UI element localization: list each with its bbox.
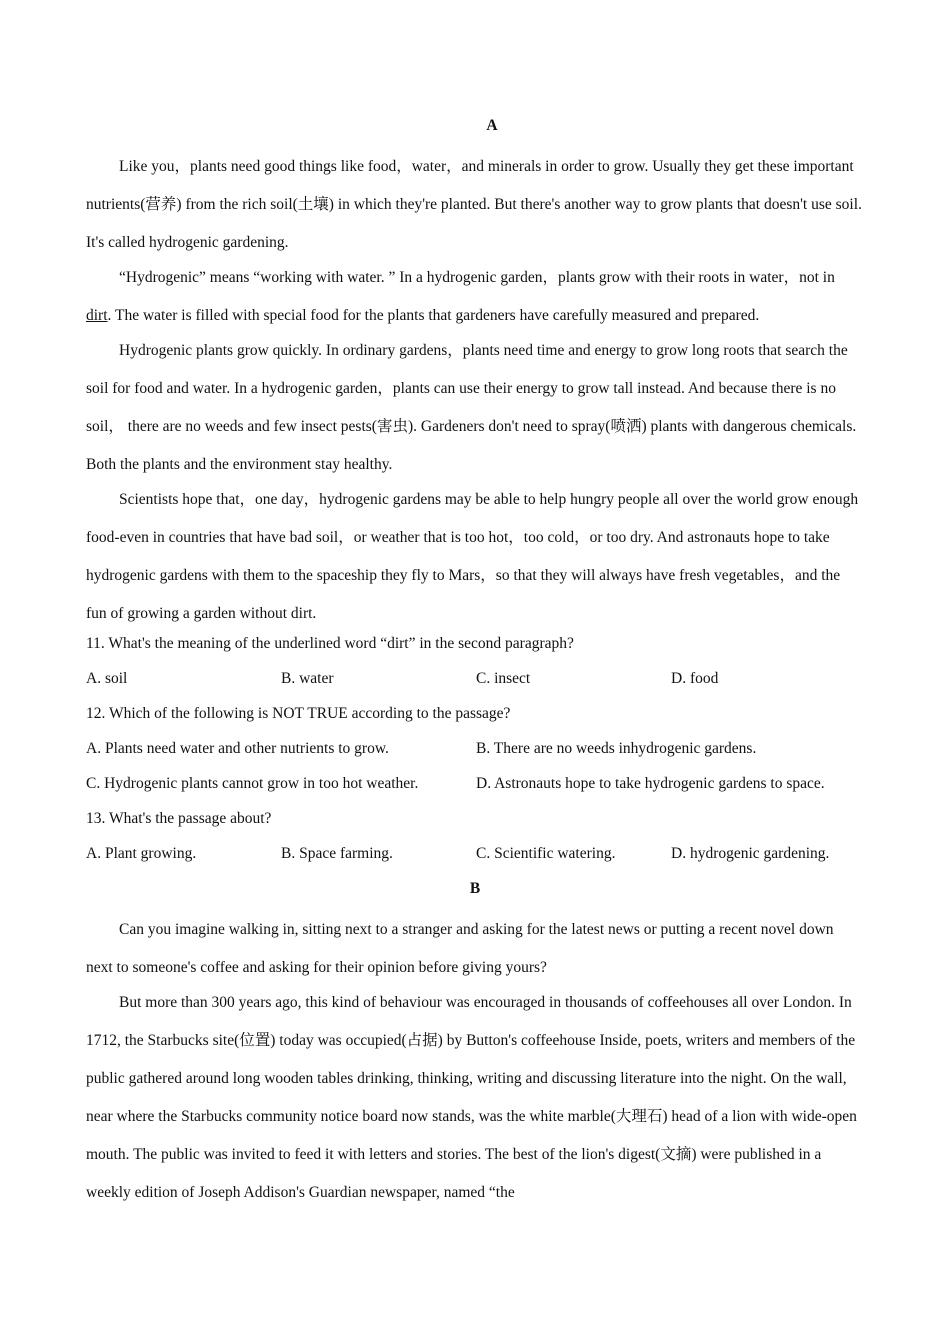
passage-a-paragraph-1: Like you，plants need good things like food，water，and minerals in order to grow. Usually they get these important nutrients(营养) from the rich soil(土壤) in which they're planted. But there's another way to grow plants that doesn't use soil. It's called hydrogenic gardening.: [86, 158, 862, 251]
question-12-stem: 12. Which of the following is NOT TRUE according to the passage?: [86, 705, 511, 722]
passage-a-paragraph-4: Scientists hope that，one day，hydrogenic gardens may be able to help hungry people all over the world grow enough food-even in countries that have bad soil，or weather that is too hot，too cold，or too dry. And astronauts hope to take hydrogenic gardens with them to the spaceship they fly to Mars，so that they will always have fresh vegetables，and the fun of growing a garden without dirt.: [86, 491, 859, 622]
passage-a-heading: A: [486, 117, 498, 134]
passage-a-paragraph-3: Hydrogenic plants grow quickly. In ordinary gardens，plants need time and energy to grow long roots that search the soil for food and water. In a hydrogenic garden，plants can use their energy to grow tall instead. And because there is no soil， there are no weeds and few insect pests(害虫). Gardeners don't need to spray(喷洒) plants with dangerous chemicals. Both the plants and the environment stay healthy.: [86, 342, 857, 473]
question-12-option-b: B. There are no weeds inhydrogenic gardens.: [476, 740, 757, 757]
question-13-options: [86, 842, 864, 866]
question-11-option-b: B. water: [281, 670, 334, 687]
paragraph-2-text-before: “Hydrogenic” means “working with water. ” In a hydrogenic garden，plants grow with their roots in water，not in: [119, 269, 835, 286]
passage-a-paragraph-2: [86, 259, 864, 335]
passage-b-heading: B: [469, 880, 481, 897]
question-12-option-a: A. Plants need water and other nutrients to grow.: [86, 740, 389, 757]
question-12-option-c: C. Hydrogenic plants cannot grow in too hot weather.: [86, 775, 419, 792]
question-12-options-row-2: [86, 772, 864, 796]
question-12-options: [86, 737, 864, 761]
question-11-stem: 11. What's the meaning of the underlined word “dirt” in the second paragraph?: [86, 635, 574, 652]
question-13-stem: 13. What's the passage about?: [86, 810, 272, 827]
question-13-option-a: A. Plant growing.: [86, 845, 197, 862]
paragraph-2-text-after: . The water is filled with special food for the plants that gardeners have carefully measured and prepared.: [107, 307, 760, 324]
question-11-option-d: D. food: [671, 670, 719, 687]
question-13-option-b: B. Space farming.: [281, 845, 393, 862]
document-page: [86, 114, 864, 1209]
question-11-option-a: A. soil: [86, 670, 128, 687]
question-13-option-c: C. Scientific watering.: [476, 845, 616, 862]
passage-b-paragraph-1: Can you imagine walking in, sitting next to a stranger and asking for the latest news or putting a recent novel down next to someone's coffee and asking for their opinion before giving yours?: [86, 921, 834, 976]
underlined-word-dirt: dirt: [86, 307, 108, 324]
question-11-options: [86, 667, 864, 691]
passage-b-paragraph-2: But more than 300 years ago, this kind of behaviour was encouraged in thousands of coffeehouses all over London. In 1712, the Starbucks site(位置) today was occupied(占据) by Button's coffeehouse Inside, poets, writers and members of the public gathered around long wooden tables drinking, thinking, writing and discussing literature into the night. On the wall, near where the Starbucks community notice board now stands, was the white marble(大理石) head of a lion with wide-open mouth. The public was invited to feed it with letters and stories. The best of the lion's digest(文摘) were published in a weekly edition of Joseph Addison's Guardian newspaper, named “the: [86, 994, 857, 1201]
question-13-option-d: D. hydrogenic gardening.: [671, 845, 830, 862]
question-11-option-c: C. insect: [476, 670, 531, 687]
question-12-option-d: D. Astronauts hope to take hydrogenic gardens to space.: [476, 775, 825, 792]
